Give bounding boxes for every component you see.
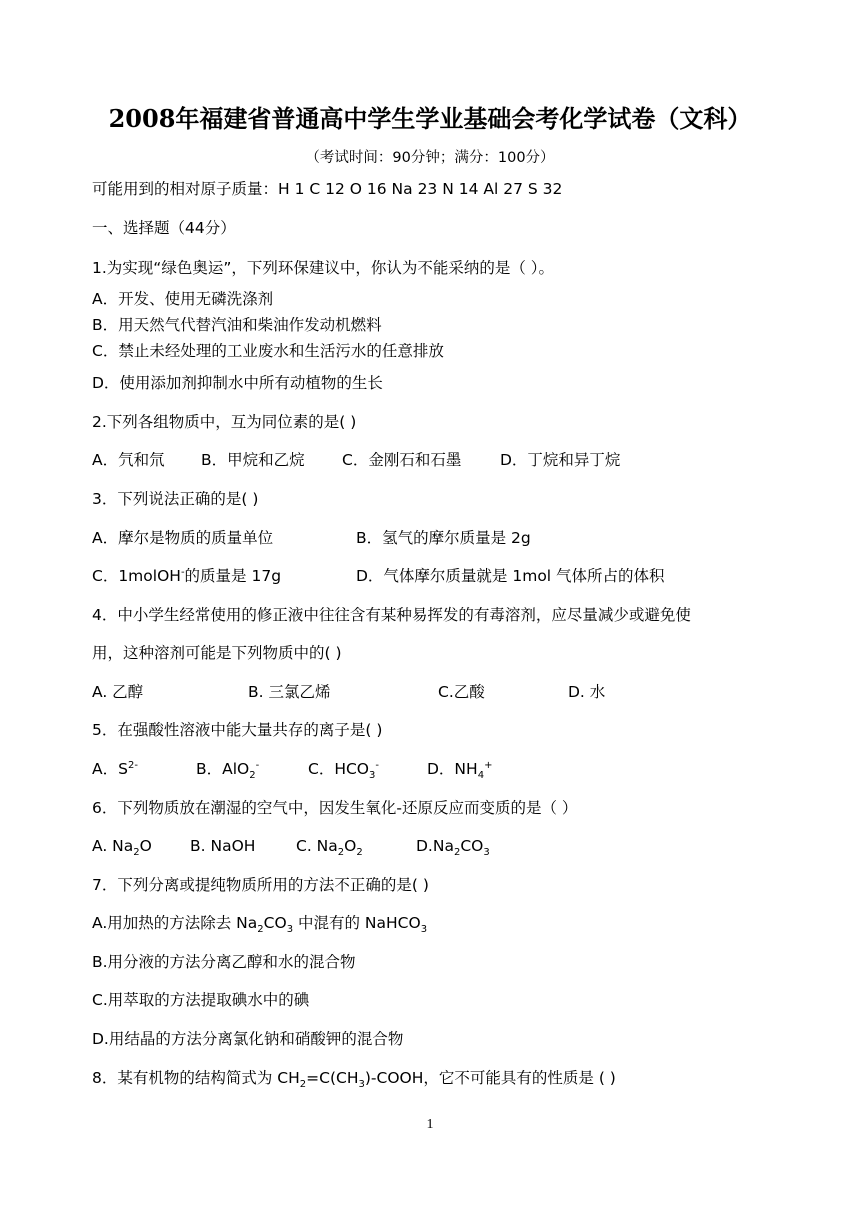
question-4-option-d: D. 水 (568, 683, 606, 701)
question-7-option-b: B.用分液的方法分离乙醇和水的混合物 (92, 953, 356, 971)
question-7-option-c: C.用萃取的方法提取碘水中的碘 (92, 991, 310, 1009)
question-5-option-c: C．$HCO_3^-$ (308, 759, 379, 782)
section-heading: 一、选择题（44分） (92, 219, 236, 237)
question-2-stem: 2.下列各组物质中，互为同位素的是( ) (92, 413, 357, 431)
question-4-option-c: C.乙酸 (438, 683, 485, 701)
question-7-option-a: A.用加热的方法除去 $Na_2CO_3$ 中混有的 NaHCO$_3$ (92, 914, 428, 936)
question-5-stem: 5．在强酸性溶液中能大量共存的离子是( ) (92, 721, 383, 739)
question-1-option-b: B．用天然气代替汽油和柴油作发动机燃料 (92, 316, 382, 334)
question-5-option-d: D．$NH_4^+$ (427, 759, 493, 782)
question-4-options (92, 679, 772, 705)
question-3-options-row-1 (92, 525, 772, 551)
question-6-option-b: B. NaOH (190, 837, 256, 855)
question-2-options (92, 447, 772, 473)
page-title: 2008年福建省普通高中学生学业基础会考化学试卷（文科） (108, 104, 752, 133)
question-6-option-a: A. $Na_2O$ (92, 837, 152, 859)
question-1-option-a: A．开发、使用无磷洗涤剂 (92, 290, 274, 308)
question-7-option-d: D.用结晶的方法分离氯化钠和硝酸钾的混合物 (92, 1030, 404, 1048)
question-4-stem-line-2: 用，这种溶剂可能是下列物质中的( ) (92, 644, 342, 662)
question-5-option-b: B．AlO$_2$- (196, 759, 260, 782)
question-6-option-d: $D.Na_2CO_3$ (416, 837, 490, 859)
question-4-stem-line-1: 4．中小学生经常使用的修正液中往往含有某种易挥发的有毒溶剂，应尽量减少或避免使 (92, 606, 691, 624)
question-3-option-c: C．1molOH-的质量是 17g (92, 566, 282, 585)
exam-info: （考试时间：90分钟；满分：100分） (305, 150, 555, 166)
question-2-option-b: B．甲烷和乙烷 (201, 451, 305, 469)
question-1-option-c: C．禁止未经处理的工业废水和生活污水的任意排放 (92, 342, 444, 360)
question-1-option-d: D．使用添加剂抑制水中所有动植物的生长 (92, 374, 383, 392)
question-3-option-d: D．气体摩尔质量就是 1mol 气体所占的体积 (356, 567, 665, 585)
question-2-option-a: A．氕和氘 (92, 451, 165, 469)
question-7-stem: 7．下列分离或提纯物质所用的方法不正确的是( ) (92, 876, 429, 894)
question-3-stem: 3．下列说法正确的是( ) (92, 490, 259, 508)
question-5-options (92, 756, 772, 782)
atomic-masses: 可能用到的相对原子质量：H 1 C 12 O 16 Na 23 N 14 Al 27 S 32 (92, 180, 563, 198)
question-3-option-a: A．摩尔是物质的质量单位 (92, 529, 274, 547)
question-6-options (92, 833, 772, 859)
question-3-options-row-2 (92, 563, 772, 589)
question-6-stem: 6．下列物质放在潮湿的空气中，因发生氧化-还原反应而变质的是（ ） (92, 799, 578, 817)
question-2-option-c: C．金刚石和石墨 (342, 451, 462, 469)
question-5-option-a: A．$S^{2-}$ (92, 759, 138, 778)
question-2-option-d: D．丁烷和异丁烷 (500, 451, 621, 469)
question-4-option-a: A. 乙醇 (92, 683, 144, 701)
page-number: 1 (426, 1117, 434, 1132)
question-6-option-c: C. $Na_2O_2$ (296, 837, 363, 859)
question-1-stem: 1.为实现“绿色奥运”，下列环保建议中，你认为不能采纳的是（ ）。 (92, 259, 555, 277)
question-3-option-b: B．氢气的摩尔质量是 2g (356, 529, 531, 547)
question-4-option-b: B. 三氯乙烯 (248, 683, 331, 701)
question-8-stem: 8．某有机物的结构简式为 $CH_2=C(CH_3)$-COOH，它不可能具有的性质是 ( ) (92, 1069, 616, 1091)
